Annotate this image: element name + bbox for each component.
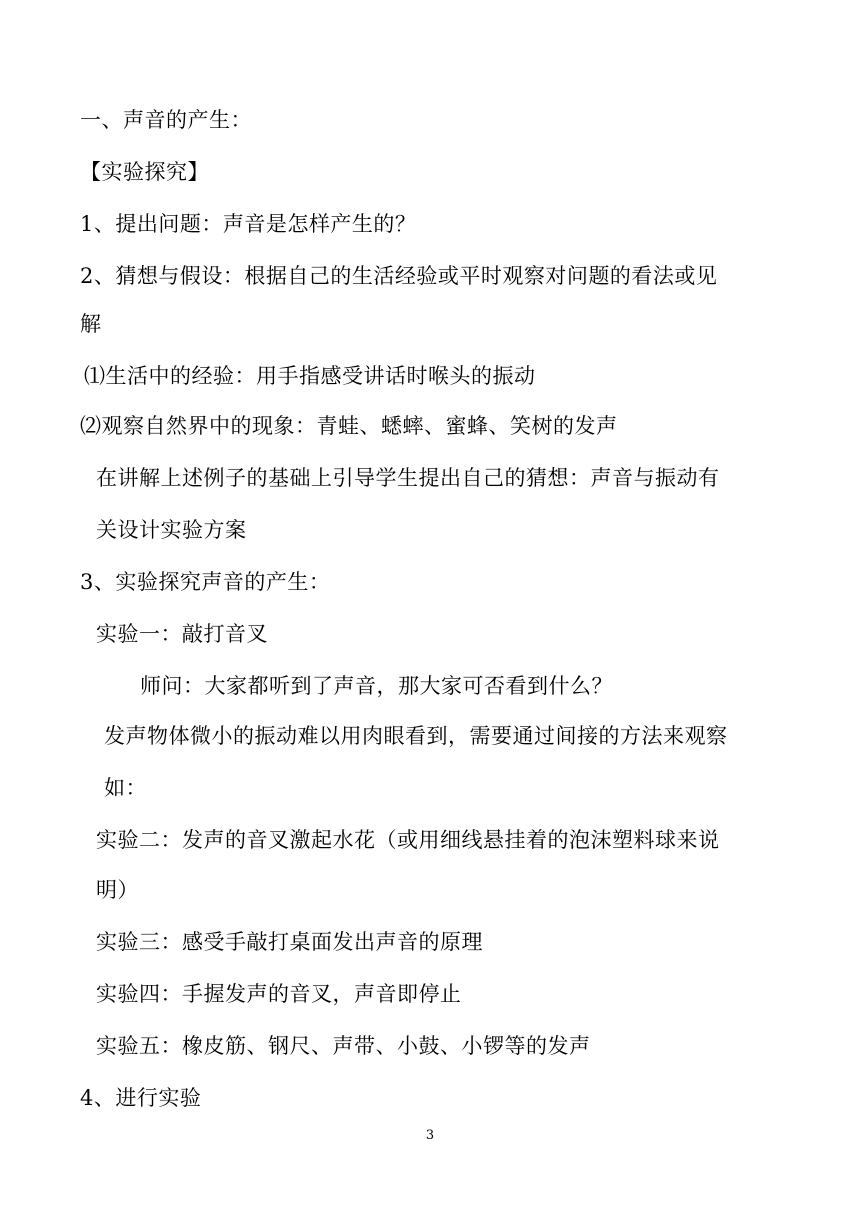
text-line: 实验四：手握发声的音叉，声音即停止 xyxy=(96,982,462,1006)
text-line: 师问：大家都听到了声音，那大家可否看到什么？ xyxy=(140,674,613,698)
text-line: 实验五：橡皮筋、钢尺、声带、小鼓、小锣等的发声 xyxy=(96,1034,591,1058)
section-heading: 一、声音的产生： xyxy=(80,108,252,132)
text-line: 明） xyxy=(96,878,139,902)
page-number: 3 xyxy=(425,1128,435,1143)
text-line: 实验三：感受手敲打桌面发出声音的原理 xyxy=(96,930,483,954)
text-line: 3、实验探究声音的产生： xyxy=(80,570,331,594)
text-line: ⑵观察自然界中的现象：青蛙、蟋蟀、蜜蜂、笑树的发声 xyxy=(80,414,618,438)
text-line: 4、进行实验 xyxy=(80,1086,202,1110)
text-line: 关设计实验方案 xyxy=(96,518,247,542)
text-line: 在讲解上述例子的基础上引导学生提出自己的猜想：声音与振动有 xyxy=(96,466,720,490)
text-line: 如： xyxy=(104,776,147,800)
text-line: 实验二：发声的音叉激起水花（或用细线悬挂着的泡沫塑料球来说 xyxy=(96,828,720,852)
text-line: 实验一：敲打音叉 xyxy=(96,622,268,646)
text-line: 解 xyxy=(80,312,102,336)
text-line: 1、提出问题：声音是怎样产生的？ xyxy=(80,212,417,236)
text-line: 发声物体微小的振动难以用肉眼看到，需要通过间接的方法来观察 xyxy=(104,724,728,748)
text-line: ⑴生活中的经验：用手指感受讲话时喉头的振动 xyxy=(84,364,536,388)
text-line: 2、猜想与假设：根据自己的生活经验或平时观察对问题的看法或见 xyxy=(80,264,718,288)
subsection-heading: 【实验探究】 xyxy=(80,160,209,184)
